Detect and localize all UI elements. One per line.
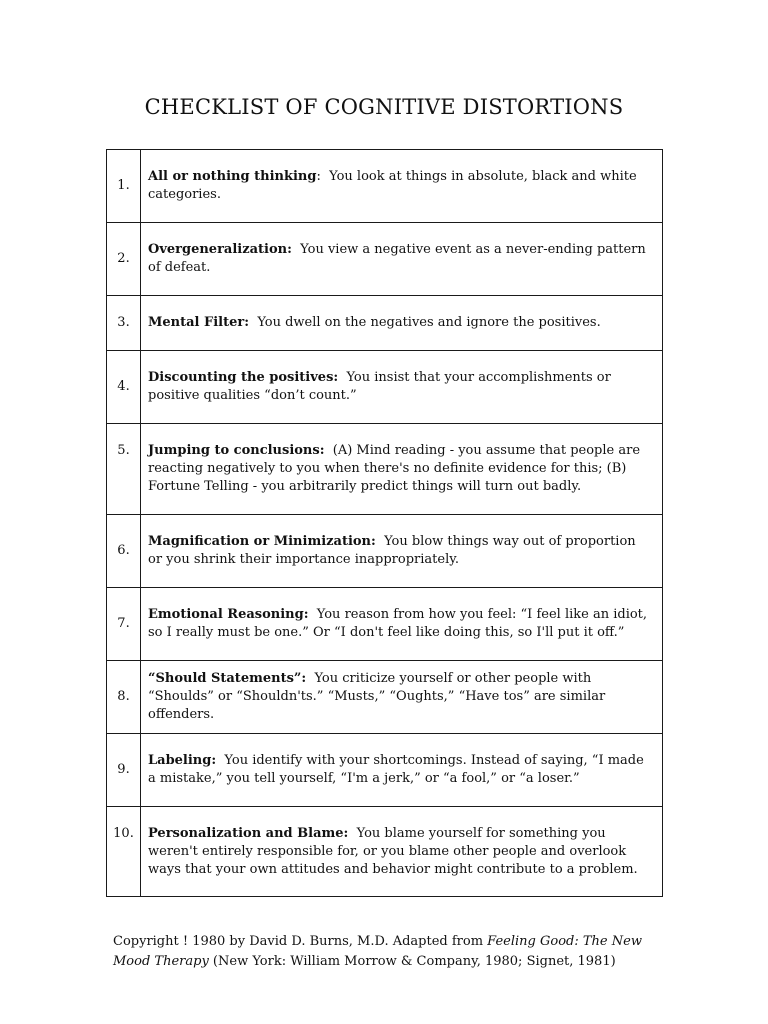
book-title: Feeling Good: The New Mood Therapy: [113, 934, 642, 969]
item-term: Discounting the positives:: [148, 370, 339, 385]
table-row: [107, 515, 663, 588]
item-term: Overgeneralization:: [148, 242, 292, 257]
copyright-suffix: (New York: William Morrow & Company, 1980; Signet, 1981): [208, 954, 616, 969]
item-description: [141, 150, 663, 223]
table-row: [107, 807, 663, 897]
item-text: You insist that your accomplishments or positive qualities “don’t count.”: [148, 370, 611, 403]
item-number: 3.: [107, 296, 141, 351]
item-term: Personalization and Blame:: [148, 826, 349, 841]
item-number: 2.: [107, 223, 141, 296]
table-row: [107, 223, 663, 296]
copyright-prefix: Copyright ! 1980 by David D. Burns, M.D. Adapted from: [113, 934, 488, 949]
table-row: [107, 734, 663, 807]
item-description: [141, 807, 663, 897]
table-row: [107, 351, 663, 424]
item-text: You blame yourself for something you weren't entirely responsible for, or you blame other people and overlook ways that your own attitudes and behavior might contribute to a problem.: [148, 826, 638, 877]
table-row: [107, 588, 663, 661]
item-text: You criticize yourself or other people with “Shoulds” or “Shouldn'ts.” “Musts,” “Oughts,” “Have tos” are similar offenders.: [148, 671, 606, 722]
item-term: “Should Statements”:: [148, 671, 307, 686]
item-number: 1.: [107, 150, 141, 223]
table-row: [107, 296, 663, 351]
item-description: [141, 424, 663, 515]
item-number: 7.: [107, 588, 141, 661]
page-title: CHECKLIST OF COGNITIVE DISTORTIONS: [144, 95, 624, 119]
item-description: [141, 734, 663, 807]
table-row: [107, 424, 663, 515]
item-term: Magnification or Minimization:: [148, 534, 376, 549]
item-term: All or nothing thinking: [148, 169, 317, 184]
item-number: 5.: [107, 424, 141, 515]
item-text: You reason from how you feel: “I feel like an idiot, so I really must be one.” Or “I don't feel like doing this, so I'll put it off.”: [148, 607, 648, 640]
item-number: 9.: [107, 734, 141, 807]
item-number: 6.: [107, 515, 141, 588]
item-term: Jumping to conclusions:: [148, 443, 325, 458]
item-description: [141, 351, 663, 424]
item-text: You look at things in absolute, black and white categories.: [148, 169, 637, 202]
item-text: You identify with your shortcomings. Instead of saying, “I made a mistake,” you tell yourself, “I'm a jerk,” or “a fool,” or “a loser.”: [148, 753, 644, 786]
item-text: (A) Mind reading - you assume that people are reacting negatively to you when there's no definite evidence for this; (B) Fortune Telling - you arbitrarily predict things will turn out badly.: [148, 443, 641, 494]
item-number: 4.: [107, 351, 141, 424]
item-separator: [292, 242, 300, 257]
item-term: Emotional Reasoning:: [148, 607, 309, 622]
item-description: [141, 661, 663, 734]
item-separator: :: [316, 169, 330, 184]
item-text: You view a negative event as a never-ending pattern of defeat.: [148, 242, 646, 275]
table-row: [107, 150, 663, 223]
item-separator: [309, 607, 317, 622]
item-separator: [348, 826, 356, 841]
item-description: [141, 515, 663, 588]
item-text: You dwell on the negatives and ignore the positives.: [257, 315, 601, 330]
item-description: [141, 296, 663, 351]
item-term: Mental Filter:: [148, 315, 250, 330]
copyright-footer: [113, 932, 673, 972]
item-description: [141, 223, 663, 296]
item-number: 8.: [107, 661, 141, 734]
item-description: [141, 588, 663, 661]
item-term: Labeling:: [148, 753, 217, 768]
table-row: [107, 661, 663, 734]
item-number: 10.: [107, 807, 141, 897]
item-separator: [376, 534, 384, 549]
distortions-table: [106, 149, 663, 897]
item-text: You blow things way out of proportion or you shrink their importance inappropriately.: [148, 534, 636, 567]
item-separator: [325, 443, 333, 458]
